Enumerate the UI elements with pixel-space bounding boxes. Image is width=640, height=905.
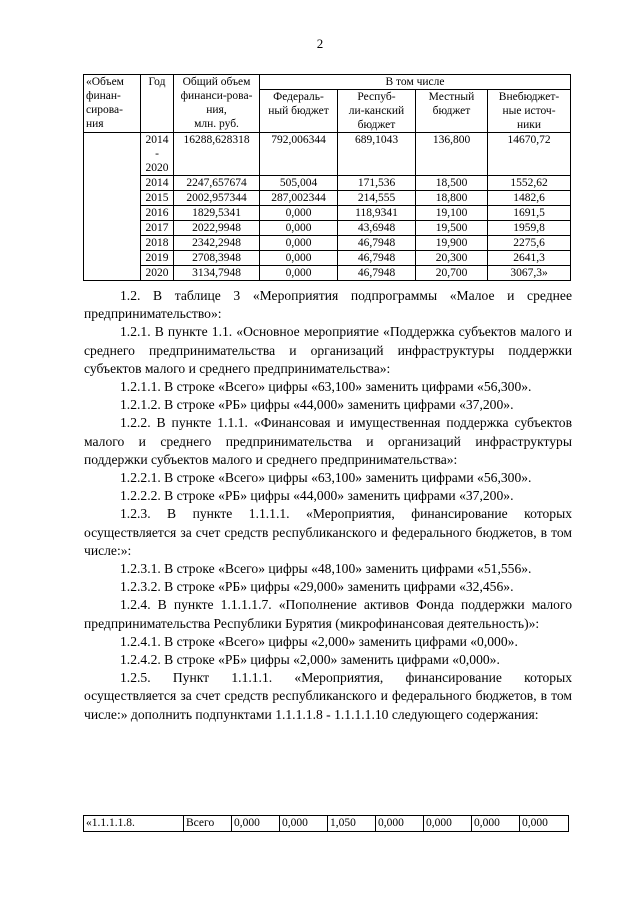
financing-table [83, 74, 571, 281]
table-cell: 19,500 [416, 221, 488, 236]
table-cell: 2014 - 2020 [141, 133, 174, 176]
table-cell: 18,500 [416, 176, 488, 191]
table-cell: 1552,62 [488, 176, 571, 191]
table-cell: 2002,957344 [174, 191, 260, 206]
table-cell: 2014 [141, 176, 174, 191]
empty-cell [84, 251, 141, 266]
table-cell: 3067,3» [488, 266, 571, 281]
paragraph: 1.2.4.2. В строке «РБ» цифры «2,000» заменить цифрами «0,000». [120, 652, 500, 668]
table-cell: 2015 [141, 191, 174, 206]
table-cell: 46,7948 [338, 251, 416, 266]
table-cell: 118,9341 [338, 206, 416, 221]
header-financing-volume: «Объем финан- сирова- ния [84, 75, 141, 133]
table-cell: 1,050 [328, 816, 376, 832]
table-cell: 689,1043 [338, 133, 416, 176]
table-cell: 19,900 [416, 236, 488, 251]
table-cell: 46,7948 [338, 266, 416, 281]
table-cell: 1959,8 [488, 221, 571, 236]
table-row [84, 191, 571, 206]
empty-cell [84, 206, 141, 221]
empty-cell [84, 191, 141, 206]
table-cell: 0,000 [472, 816, 520, 832]
paragraph: 1.2.3.1. В строке «Всего» цифры «48,100» заменить цифрами «51,556». [120, 561, 532, 577]
table-cell: 2708,3948 [174, 251, 260, 266]
table-cell: 0,000 [232, 816, 280, 832]
table-cell: 171,536 [338, 176, 416, 191]
table-cell: 1829,5341 [174, 206, 260, 221]
table-cell: 19,100 [416, 206, 488, 221]
table-cell: 2018 [141, 236, 174, 251]
header-year: Год [141, 75, 174, 133]
table-cell: 2247,657674 [174, 176, 260, 191]
table-cell: 0,000 [260, 206, 338, 221]
table-cell: 2275,6 [488, 236, 571, 251]
table-row [84, 236, 571, 251]
paragraph: 1.2. В таблице 3 «Мероприятия подпрограммы «Малое и среднее предпринимательство»: [84, 288, 572, 322]
table-cell: 2019 [141, 251, 174, 266]
table-row [84, 206, 571, 221]
table-cell: 0,000 [260, 236, 338, 251]
table-cell: 214,555 [338, 191, 416, 206]
paragraph: 1.2.1.1. В строке «Всего» цифры «63,100» заменить цифрами «56,300». [120, 379, 532, 395]
header-extrabudgetary: Внебюджет- ные источ- ники [488, 90, 571, 133]
table-row [84, 251, 571, 266]
table-cell: 20,700 [416, 266, 488, 281]
header-including: В том числе [260, 75, 571, 90]
header-local: Местный бюджет [416, 90, 488, 133]
empty-cell [84, 266, 141, 281]
paragraph: 1.2.2.2. В строке «РБ» цифры «44,000» заменить цифрами «37,200». [120, 488, 514, 504]
paragraph: 1.2.2. В пункте 1.1.1. «Финансовая и имущественная поддержка субъектов малого и среднего предпринимательства и организаций инфраструктуры поддержки субъектов малого и среднего предпринимательства»: [84, 415, 572, 467]
table-cell: 0,000 [520, 816, 569, 832]
table-row [84, 176, 571, 191]
table-row [84, 221, 571, 236]
table-cell: 505,004 [260, 176, 338, 191]
empty-cell [84, 221, 141, 236]
table-cell: Всего [184, 816, 232, 832]
empty-cell [84, 176, 141, 191]
paragraph: 1.2.4.1. В строке «Всего» цифры «2,000» заменить цифрами «0,000». [120, 633, 518, 649]
table-cell: 0,000 [260, 266, 338, 281]
header-total: Общий объем финанси-рова- ния, млн. руб. [174, 75, 260, 133]
header-republican: Респуб- ли-канский бюджет [338, 90, 416, 133]
measures-table-row [83, 815, 569, 832]
header-federal: Федераль- ный бюджет [260, 90, 338, 133]
paragraph: 1.2.1. В пункте 1.1. «Основное мероприятие «Поддержка субъектов малого и среднего предпринимательства и организаций инфраструктуры поддержки субъектов малого и среднего предпринимательства»: [84, 324, 572, 376]
table-cell: 16288,628318 [174, 133, 260, 176]
table-cell: 20,300 [416, 251, 488, 266]
table-cell: 2342,2948 [174, 236, 260, 251]
table-cell: 0,000 [376, 816, 424, 832]
paragraph: 1.2.1.2. В строке «РБ» цифры «44,000» заменить цифрами «37,200». [120, 397, 514, 413]
paragraph: 1.2.3.2. В строке «РБ» цифры «29,000» заменить цифрами «32,456». [120, 579, 514, 595]
table-cell: 18,800 [416, 191, 488, 206]
table-cell: 2020 [141, 266, 174, 281]
table-cell: 0,000 [260, 221, 338, 236]
table-cell: 2016 [141, 206, 174, 221]
table-cell: 46,7948 [338, 236, 416, 251]
table-cell: 136,800 [416, 133, 488, 176]
table-cell: 2017 [141, 221, 174, 236]
table-row [84, 266, 571, 281]
table-cell: 2022,9948 [174, 221, 260, 236]
table-row [84, 133, 571, 176]
page-number: 2 [316, 36, 324, 51]
table-cell: 1691,5 [488, 206, 571, 221]
table-cell: 2641,3 [488, 251, 571, 266]
table-cell: 43,6948 [338, 221, 416, 236]
paragraph: 1.2.3. В пункте 1.1.1.1. «Мероприятия, финансирование которых осуществляется за счет средств республиканского и федерального бюджетов, в том числе:»: [84, 506, 572, 558]
table-cell: 0,000 [424, 816, 472, 832]
table-cell: 3134,7948 [174, 266, 260, 281]
paragraph: 1.2.2.1. В строке «Всего» цифры «63,100» заменить цифрами «56,300». [120, 470, 532, 486]
table-cell: 792,006344 [260, 133, 338, 176]
table-cell: 0,000 [280, 816, 328, 832]
paragraph: 1.2.4. В пункте 1.1.1.1.7. «Пополнение активов Фонда поддержки малого предпринимательства Республики Бурятия (микрофинансовая деятельность)»: [84, 597, 572, 631]
table-cell: 14670,72 [488, 133, 571, 176]
empty-cell [84, 133, 141, 176]
table-cell: 287,002344 [260, 191, 338, 206]
paragraph: 1.2.5. Пункт 1.1.1.1. «Мероприятия, финансирование которых осуществляется за счет средств республиканского и федерального бюджетов, в том числе:» дополнить подпунктами 1.1.1.1.8 - 1.1.1.1.10 следующего содержания: [84, 670, 572, 722]
empty-cell [84, 236, 141, 251]
table-cell: 0,000 [260, 251, 338, 266]
document-text [84, 287, 572, 724]
table-cell: 1482,6 [488, 191, 571, 206]
table-cell: «1.1.1.1.8. [84, 816, 184, 832]
